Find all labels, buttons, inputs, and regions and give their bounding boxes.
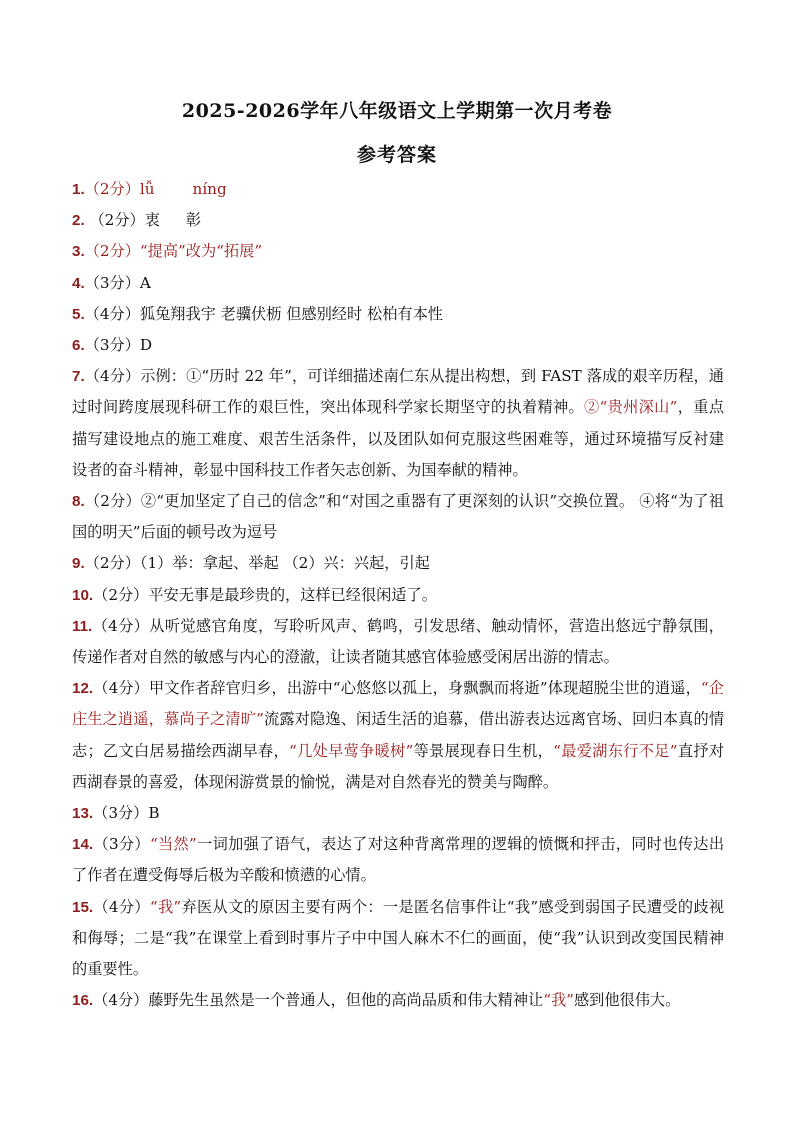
answer-text: “我” <box>149 897 182 916</box>
answer-item <box>72 580 724 611</box>
answer-text: （2分）②“更加坚定了自己的信念”和“对国之重器有了更深刻的认识”交换位置。 ④将“为了祖国的明天”后面的顿号改为逗号 <box>72 492 724 542</box>
answer-text: 一词加强了语气，表达了对这种背离常理的逻辑的愤慨和抨击，同时也传达出了作者在遭受侮辱后极为辛酸和愤懑的心情。 <box>72 835 725 885</box>
answer-text: níng <box>192 180 227 198</box>
answer-item <box>72 892 724 986</box>
answer-item <box>72 985 724 1016</box>
answer-number: 4. <box>72 274 85 292</box>
answer-text: 等景展现春日生机， <box>413 741 554 760</box>
answer-text: “我” <box>543 991 574 1010</box>
answer-number: 3. <box>72 243 85 261</box>
answer-item <box>72 330 724 361</box>
answer-text: （4分）甲文作者辞官归乡，出游中“心悠悠以孤上，身飘飘而将逝”体现超脱尘世的逍遥， <box>93 679 701 698</box>
answer-item <box>72 486 724 548</box>
answer-item <box>72 673 724 798</box>
answer-text: （3分）D <box>84 336 153 355</box>
answer-text: “几处早莺争暖树” <box>289 741 414 760</box>
answer-text: “企庄生之逍遥，慕尚子之清旷” <box>72 679 724 729</box>
answer-number: 7. <box>72 368 85 386</box>
answer-item <box>72 174 724 205</box>
answer-text: “最爱湖东行不足” <box>553 741 678 760</box>
answer-number: 2. <box>72 212 85 230</box>
answer-number: 16. <box>72 992 94 1010</box>
answer-text: （2分）平安无事是最珍贵的，这样已经很闲适了。 <box>93 585 437 604</box>
answer-number: 12. <box>72 680 94 698</box>
answer-text: （2分）（1）举：拿起、举起 （2）兴：兴起，引起 <box>84 554 430 573</box>
answer-item <box>72 798 724 829</box>
answer-number: 8. <box>72 493 85 511</box>
answer-item <box>72 611 724 673</box>
answer-text <box>155 174 193 205</box>
answer-number: 14. <box>72 836 94 854</box>
answer-number: 9. <box>72 555 85 573</box>
answer-text: ，重点描写建设地点的施工难度、艰苦生活条件，以及团队如何克服这些困难等，通过环境描写反衬建设者的奋斗精神，彰显中国科技工作者矢志创新、为国奉献的精神。 <box>72 398 724 479</box>
answer-text: （4分）藤野先生虽然是一个普通人，但他的高尚品质和伟大精神让 <box>93 991 544 1010</box>
answer-item <box>72 548 724 579</box>
answer-number: 10. <box>72 586 94 604</box>
answer-number: 13. <box>72 805 94 823</box>
answer-text: （2分） <box>84 180 140 198</box>
answer-text: 弃医从文的原因主要有两个：一是匿名信事件让“我”感受到弱国子民遭受的歧视和侮辱；二是“我”在课堂上看到时事片子中中国人麻木不仁的画面，使“我”认识到改变国民精神的重要性。 <box>72 897 725 979</box>
answer-item <box>72 236 724 267</box>
answer-text: 彰 <box>185 211 202 230</box>
answer-text: 流露对隐逸、闲适生活的追慕，借出游表达远离官场、回归本真的情志；乙文白居易描绘西湖早春， <box>72 710 725 760</box>
answer-text: “当然” <box>149 835 197 854</box>
answer-text: （3分）B <box>93 804 160 823</box>
answer-text: 感到他很伟大。 <box>573 991 681 1010</box>
answer-item <box>72 361 724 486</box>
answer-text: （4分）示例：①“历时 22 年”，可详细描述南仁东从提出构想，到 FAST 落成的艰辛历程，通过时间跨度展现科研工作的艰巨性，突出体现科学家长期坚守的执着精神。 <box>72 367 724 417</box>
answer-item <box>72 299 724 330</box>
answer-text: （2分）衷 <box>84 211 160 230</box>
answer-item <box>72 268 724 299</box>
answer-text: ②“贵州深山” <box>584 398 678 417</box>
answer-number: 1. <box>72 181 85 198</box>
answer-text: （4分）从听觉感官角度，写聆听风声、鹤鸣，引发思绪、触动情怀，营造出悠远宁静氛围，传递作者对自然的敏感与内心的澄澈，让读者随其感官体验感受闲居出游的情志。 <box>72 616 724 667</box>
answer-text: （4分） <box>93 897 150 916</box>
answer-list <box>72 174 724 1016</box>
answer-text: 直抒对西湖春景的喜爱，体现闲游赏景的愉悦，满是对自然春光的赞美与陶醉。 <box>72 741 724 791</box>
answer-number: 11. <box>72 617 93 635</box>
page-title: 2025-2026学年八年级语文上学期第一次月考卷 <box>181 100 613 122</box>
answer-text: （3分） <box>93 835 150 854</box>
answer-number: 6. <box>72 337 85 355</box>
answer-text: （2分）“提高”改为“拓展” <box>84 242 263 261</box>
answer-item <box>72 829 724 891</box>
answer-item <box>72 205 724 236</box>
answer-text <box>160 205 186 236</box>
answer-number: 5. <box>72 305 85 323</box>
answer-text: （3分）A <box>84 273 151 292</box>
page-subtitle: 参考答案 <box>356 144 437 166</box>
answer-text: （4分）狐兔翔我宇 老骥伏枥 但感别经时 松柏有本性 <box>84 304 443 323</box>
answer-number: 15. <box>72 898 94 916</box>
answer-text: lǚ <box>139 180 155 198</box>
